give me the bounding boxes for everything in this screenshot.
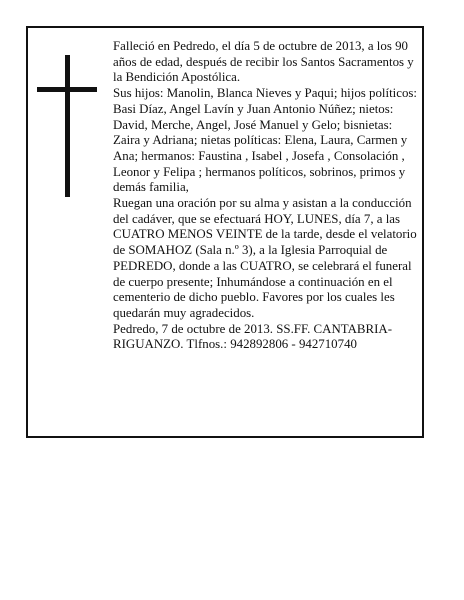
funeral-home-contact-paragraph: Pedredo, 7 de octubre de 2013. SS.FF. CANTABRIA-RIGUANZO. Tlfnos.: 942892806 - 942710740: [113, 321, 393, 352]
death-announcement-paragraph: Falleció en Pedredo, el día 5 de octubre de 2013, a los 90 años de edad, después de recibir los Santos Sacramentos y la Bendición Apostólica.: [113, 39, 414, 85]
cross-vertical-bar: [65, 55, 70, 197]
funeral-details-paragraph: Ruegan una oración por su alma y asistan a la conducción del cadáver, que se efectuará HOY, LUNES, día 7, a las CUATRO MENOS VEINTE de la tarde, desde el velatorio de SOMAHOZ (Sala n.º 3), a la Iglesia Parroquial de PEDREDO, donde a las CUATRO, se celebrará el funeral de cuerpo presente; Inhumándose a continuación en el cementerio de dicho pueblo. Favores por los cuales les quedarán muy agradecidos.: [113, 196, 417, 320]
obituary-text: [113, 39, 417, 353]
family-list-paragraph: Sus hijos: Manolin, Blanca Nieves y Paqui; hijos políticos: Basi Díaz, Angel Lavín y Juan Antonio Núñez; nietos: David, Merche, Angel, José Manuel y Gelo; bisnietas: Zaira y Adriana; nietas políticas: Elena, Laura, Carmen y Ana; hermanos: Faustina , Isabel , Josefa , Consolación , Leonor y Felipa ; hermanos políticos, sobrinos, primos y demás familia,: [113, 86, 417, 195]
cross-icon: [37, 55, 97, 197]
cross-horizontal-bar: [37, 87, 97, 92]
